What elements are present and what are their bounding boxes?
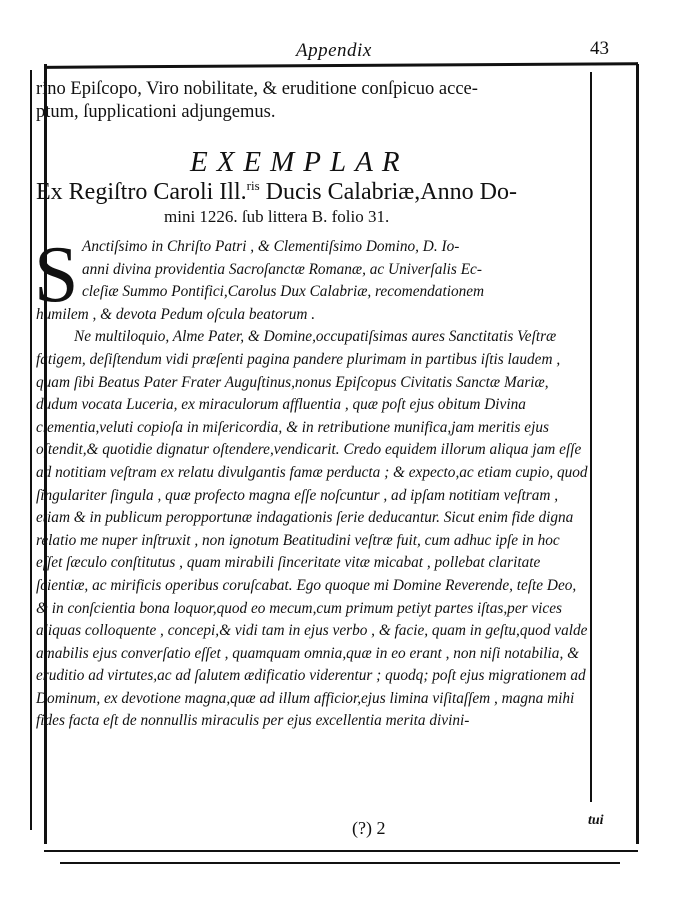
frame-right-rule (636, 64, 639, 844)
continuation-text (36, 78, 588, 124)
continuation-line-2: ptum, ſupplicationi adjungemus. (36, 102, 276, 122)
frame-inner-left-rule (30, 70, 32, 830)
section-subtitle-line-2: mini 1226. ſub littera B. folio 31. (164, 207, 390, 226)
subtitle-part-a: Ex Regiſtro Caroli Ill. (36, 179, 247, 205)
subtitle-part-b: Ducis Calabriæ,Anno Do- (259, 179, 517, 205)
letter-line-2: anni divina providentia Sacroſanctæ Romanæ, ac Univerſalis Ec- (82, 260, 482, 278)
letter-line-1: Anctiſsimo in Chriſto Patri , & Clementiſsimo Domino, D. Io- (82, 238, 460, 255)
signature-mark: (?) 2 (352, 818, 386, 838)
continuation-line-1: rino Epiſcopo, Viro nobilitate, & eruditione conſpicuo acce- (36, 79, 478, 99)
section-title: EXEMPLAR (190, 146, 409, 178)
frame-bottom-rule-lower (60, 862, 620, 864)
drop-cap: S (34, 231, 79, 319)
section-subtitle-line-1 (36, 178, 596, 206)
letter-line-3: cleſiæ Summo Pontifici,Carolus Dux Calabriæ, recomendationem (82, 283, 485, 301)
running-title: Appendix (296, 40, 372, 61)
catchword: tui (588, 813, 604, 828)
letter-paragraph-2: Ne multiloquio, Alme Pater, & Domine,occupatiſsimas aures Sanctitatis Veſtræ fatigem, deſiſtendum vidi præſenti pagina pandere plurimam in partibus iſtis laudem , quam ſibi Beatus Pater Frater Auguſtinus,nonus Epiſcopus Civitatis Sanctæ Mariæ, dudum vocata Luceria, ex miraculorum affluentia , quæ poſt ejus obitum Divina clementia,veluti copioſa in miſericordia, & in retributione munifica,jam meritis ejus oſtendit,& quotidie dignatur oſtendere,vendicarit. Credo equidem illorum aliqua jam eſſe ad notitiam veſtram ex relatu divulgantis famæ perducta ; & expecto,ac etiam cupio, quod ſingulariter ſingula , quæ profecto magna eſſe noſcuntur , ad ipſam notitiam veſtram , etiam & in publicum peropportunæ indagationis ſerie deducantur. Sicut enim fide digna relatio me nuper inſtruxit , non ignotum Beatitudini veſtræ fuit, cum adhuc ipſe in hoc eſſet ſæculo conſtitutus , quam mirabili ſinceritate vitæ micabat , pollebat claritate ſcientiæ, ac mirificis operibus coruſcabat. Ego quoque mi Domine Reverende, teſte Deo, & in conſcientia bona loquor,quod eo mecum,cum primum petiyt partes iſtas,per vices aliquas colloquente , concepi,& vidi tam in ejus verbo , & facie, quam in geſtu,quod valde amabilis ejus converſatio eſſet , quamquam omnia,quæ in eo erant , non niſi notabilia, & eruditio ad virtutes,ac ad ſalutem ædificatio viderentur ; quodq; poſt ejus migrationem ad Dominum, ex devotione magna,quæ ad illum afficior,ejus limina viſitaſſem , magna mihi fides facta eſt de nonnullis miraculis per ejus excellentia merita divini- (36, 328, 588, 730)
subtitle-superscript: ris (246, 178, 260, 193)
page-number: 43 (590, 38, 609, 59)
frame-top-rule (44, 62, 638, 69)
frame-bottom-rule (44, 850, 638, 852)
letter-line-4: humilem , & devota Pedum oſcula beatorum . (36, 305, 316, 323)
letter-body (34, 231, 588, 733)
